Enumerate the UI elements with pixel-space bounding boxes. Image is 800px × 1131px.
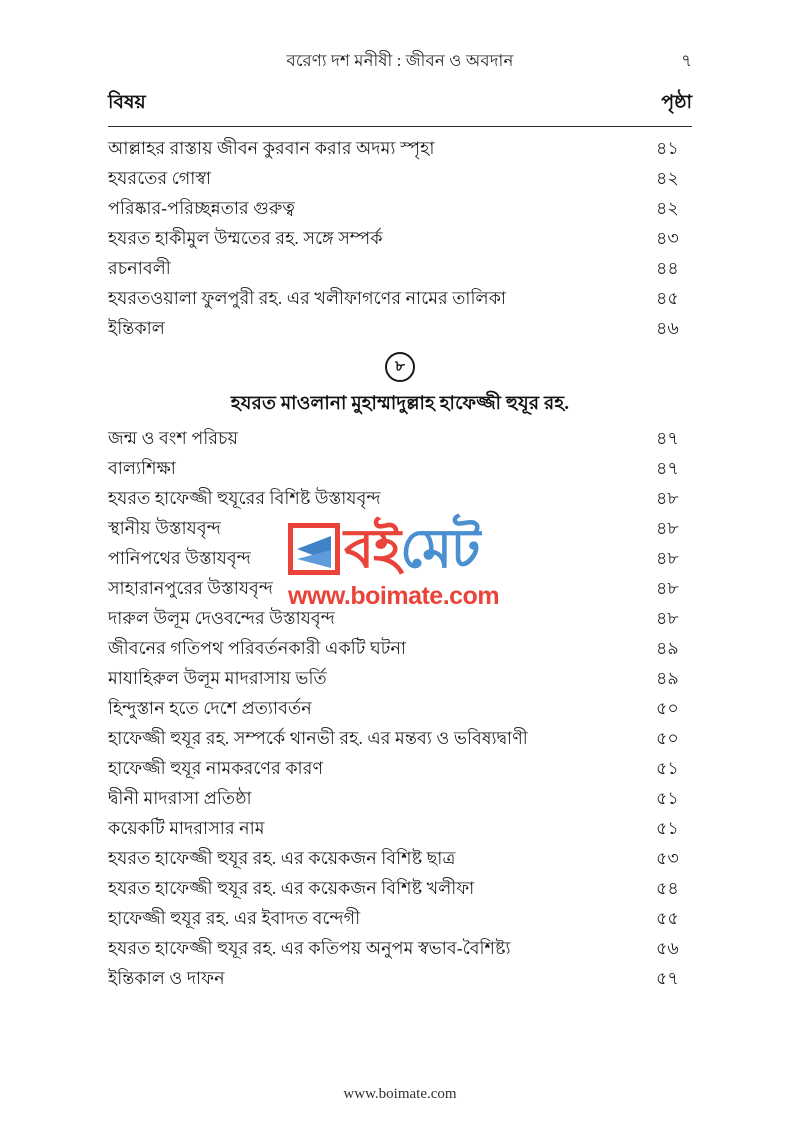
chapter-heading xyxy=(108,352,692,426)
toc-row[interactable] xyxy=(108,226,692,256)
toc-entry-page: ৫৭ xyxy=(656,968,679,988)
watermark-word-red: বই xyxy=(344,519,401,579)
watermark-word-blue: মেট xyxy=(400,519,480,579)
toc-entry-title: জীবনের গতিপথ পরিবর্তনকারী একটি ঘটনা xyxy=(108,638,407,658)
chapter-number-badge: ৮ xyxy=(385,352,415,382)
toc-entry-page: ৪৮ xyxy=(656,518,679,538)
toc-entry-title: হাফেজ্জী হুযূর নামকরণের কারণ xyxy=(108,758,324,778)
toc-row[interactable] xyxy=(108,756,692,786)
toc-entry-title: রচনাবলী xyxy=(108,258,171,278)
toc-entry-page: ৪২ xyxy=(656,168,679,188)
footer xyxy=(0,1086,800,1103)
toc-entry-title: পানিপথের উস্তাযবৃন্দ xyxy=(108,548,251,568)
toc-entry-page: ৫৫ xyxy=(656,908,679,928)
toc-entry-page: ৪১ xyxy=(656,138,679,158)
toc-row[interactable] xyxy=(108,486,692,516)
toc-entry-title: হযরত হাকীমুল উম্মতের রহ. সঙ্গে সম্পর্ক xyxy=(108,228,383,248)
toc-row[interactable] xyxy=(108,876,692,906)
toc-entry-page: ৫৬ xyxy=(656,938,679,958)
toc-row[interactable] xyxy=(108,696,692,726)
toc-entry-title: ইন্তিকাল xyxy=(108,318,165,338)
toc-entry-page: ৫০ xyxy=(656,698,679,718)
watermark-url: www.boimate.com xyxy=(288,582,500,610)
toc-row[interactable] xyxy=(108,166,692,196)
toc-row[interactable] xyxy=(108,606,692,636)
toc-entry-title: হযরত হাফেজ্জী হুযূরের বিশিষ্ট উস্তাযবৃন্দ xyxy=(108,488,381,508)
toc-entry-page: ৪২ xyxy=(656,198,679,218)
toc-entry-title: বাল্যশিক্ষা xyxy=(108,458,176,478)
toc-entry-page: ৪৯ xyxy=(656,638,679,658)
toc-entry-page: ৪৮ xyxy=(656,608,679,628)
toc-entry-title: হযরতওয়ালা ফুলপুরী রহ. এর খলীফাগণের নামের তালিকা xyxy=(108,288,507,308)
toc-row[interactable] xyxy=(108,846,692,876)
toc-entry-title: হাফেজ্জী হুযূর রহ. সম্পর্কে থানভী রহ. এর মন্তব্য ও ভবিষ্যদ্বাণী xyxy=(108,728,528,748)
toc-row[interactable] xyxy=(108,256,692,286)
column-header-page: পৃষ্ঠা xyxy=(661,92,692,113)
toc-entry-page: ৪৮ xyxy=(656,578,679,598)
toc-row[interactable] xyxy=(108,936,692,966)
toc-row[interactable] xyxy=(108,816,692,846)
running-head xyxy=(108,48,692,75)
toc-entry-title: হযরতের গোস্বা xyxy=(108,168,212,188)
toc-entry-title: দ্বীনী মাদরাসা প্রতিষ্ঠা xyxy=(108,788,252,808)
toc-entry-page: ৪৪ xyxy=(656,258,679,278)
toc-column-headers xyxy=(108,88,692,118)
toc-row[interactable] xyxy=(108,316,692,346)
running-head-folio: ৭ xyxy=(681,51,692,70)
toc-entry-page: ৫১ xyxy=(656,788,679,808)
toc-entry-title: স্থানীয় উস্তাযবৃন্দ xyxy=(108,518,221,538)
table-of-contents xyxy=(108,136,692,996)
toc-entry-page: ৪৬ xyxy=(656,318,679,338)
toc-entry-page: ৫০ xyxy=(656,728,679,748)
toc-entry-title: জন্ম ও বংশ পরিচয় xyxy=(108,428,238,448)
toc-entry-page: ৫৩ xyxy=(656,848,679,868)
footer-url: www.boimate.com xyxy=(343,1086,457,1102)
toc-entry-page: ৪৮ xyxy=(656,548,679,568)
toc-entry-page: ৪৯ xyxy=(656,668,679,688)
toc-entry-title: হাফেজ্জী হুযূর রহ. এর ইবাদত বন্দেগী xyxy=(108,908,361,928)
toc-entry-title: হযরত হাফেজ্জী হুযূর রহ. এর কয়েকজন বিশিষ্ট ছাত্র xyxy=(108,848,456,868)
toc-entry-page: ৪৩ xyxy=(656,228,679,248)
toc-entry-title: হযরত হাফেজ্জী হুযূর রহ. এর কতিপয় অনুপম স্বভাব-বৈশিষ্ট্য xyxy=(108,938,511,958)
toc-entry-page: ৪৫ xyxy=(656,288,679,308)
toc-row[interactable] xyxy=(108,666,692,696)
toc-entry-title: হিন্দুস্তান হতে দেশে প্রত্যাবর্তন xyxy=(108,698,312,718)
header-divider xyxy=(108,126,692,127)
toc-entry-title: মাযাহিরুল উলূম মাদরাসায় ভর্তি xyxy=(108,668,327,688)
chapter-title: হযরত মাওলানা মুহাম্মাদুল্লাহ হাফেজ্জী হুযূর রহ. xyxy=(230,394,570,414)
toc-row[interactable] xyxy=(108,286,692,316)
toc-row[interactable] xyxy=(108,196,692,226)
toc-entry-page: ৫১ xyxy=(656,818,679,838)
toc-row[interactable] xyxy=(108,516,692,546)
toc-entry-title: পরিষ্কার-পরিচ্ছন্নতার গুরুত্ব xyxy=(108,198,295,218)
toc-row[interactable] xyxy=(108,576,692,606)
toc-entry-page: ৪৭ xyxy=(656,428,679,448)
toc-entry-title: আল্লাহর রাস্তায় জীবন কুরবান করার অদম্য স্পৃহা xyxy=(108,138,435,158)
toc-row[interactable] xyxy=(108,636,692,666)
running-head-title: বরেণ্য দশ মনীষী : জীবন ও অবদান xyxy=(286,51,514,70)
toc-entry-title: সাহারানপুরের উস্তাযবৃন্দ xyxy=(108,578,274,598)
toc-row[interactable] xyxy=(108,906,692,936)
toc-entry-page: ৪৮ xyxy=(656,488,679,508)
toc-entry-title: ইন্তিকাল ও দাফন xyxy=(108,968,225,988)
toc-entry-page: ৫১ xyxy=(656,758,679,778)
toc-row[interactable] xyxy=(108,786,692,816)
toc-entry-page: ৪৭ xyxy=(656,458,679,478)
column-header-subject: বিষয় xyxy=(108,92,146,113)
toc-group-before-chapter xyxy=(108,136,692,346)
toc-row[interactable] xyxy=(108,136,692,166)
toc-entry-title: হযরত হাফেজ্জী হুযূর রহ. এর কয়েকজন বিশিষ্ট খলীফা xyxy=(108,878,475,898)
toc-row[interactable] xyxy=(108,456,692,486)
toc-entry-title: কয়েকটি মাদরাসার নাম xyxy=(108,818,265,838)
toc-row[interactable] xyxy=(108,966,692,996)
toc-group-after-chapter xyxy=(108,426,692,996)
toc-entry-title: দারুল উলূম দেওবন্দের উস্তাযবৃন্দ xyxy=(108,608,335,628)
toc-row[interactable] xyxy=(108,426,692,456)
toc-row[interactable] xyxy=(108,726,692,756)
toc-row[interactable] xyxy=(108,546,692,576)
toc-entry-page: ৫৪ xyxy=(656,878,679,898)
